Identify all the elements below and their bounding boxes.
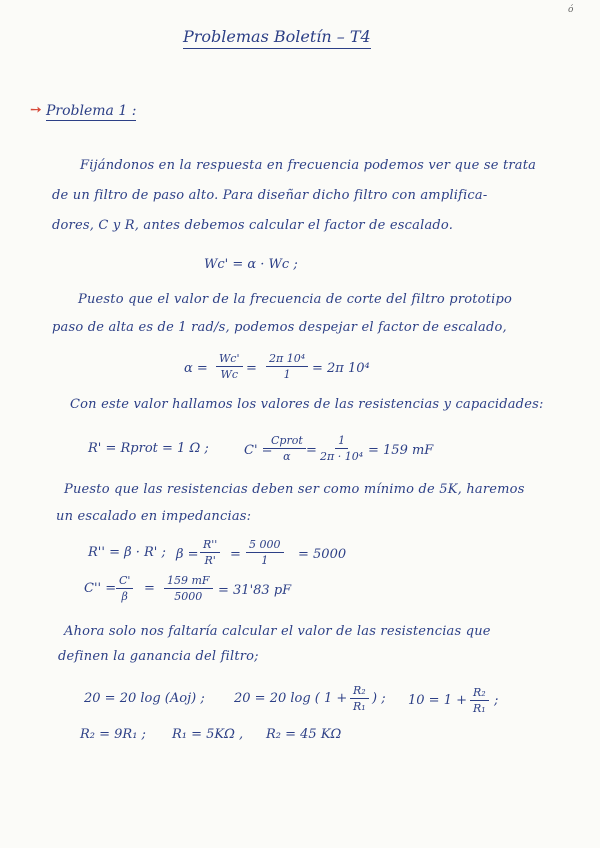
alpha-equals: = (246, 361, 257, 376)
c-double-prime-fraction-2-numerator: 159 mF (164, 574, 213, 589)
problem-heading: Problema 1 : (46, 103, 137, 119)
alpha-fraction-1-numerator: Wc' (216, 352, 243, 367)
paragraph-4-line-2: un escalado en impedancias: (56, 509, 252, 524)
alpha-lhs: α = (184, 361, 208, 376)
paragraph-1-line-3: dores, C y R, antes debemos calcular el factor de escalado. (52, 218, 454, 233)
gain-equation-2-lhs: 20 = 20 log ( 1 + (234, 691, 348, 706)
resistor-r2-value: R₂ = 45 KΩ (266, 727, 342, 742)
beta-fraction-2-denominator: 1 (261, 554, 269, 567)
beta-fraction-2 (246, 538, 284, 567)
paragraph-5-line-2: definen la ganancia del filtro; (58, 649, 259, 664)
resistor-ratio: R₂ = 9R₁ ; (80, 727, 146, 742)
paragraph-4-line-1: Puesto que las resistencias deben ser como mínimo de 5K, haremos (64, 482, 525, 497)
gain-equation-2-fraction (350, 684, 369, 713)
c-prime-fraction-1-denominator: α (283, 450, 291, 463)
paragraph-2-line-2: paso de alta es de 1 rad/s, podemos despejar el factor de escalado, (52, 320, 507, 335)
beta-fraction-1-denominator: R' (204, 554, 216, 567)
alpha-fraction-2-numerator: 2π 10⁴ (266, 352, 308, 367)
gain-equation-3-numerator: R₂ (470, 686, 489, 701)
c-prime-fraction-2 (320, 434, 363, 463)
c-double-prime-fraction-1-numerator: C' (116, 574, 133, 589)
gain-equation-2-numerator: R₂ (350, 684, 369, 699)
r-double-prime-equation: R'' = β · R' ; (88, 545, 166, 560)
r-prime-equation: R' = Rprot = 1 Ω ; (88, 441, 209, 456)
gain-equation-2-denominator: R₁ (353, 700, 366, 713)
c-double-prime-result: = 31'83 pF (218, 583, 292, 598)
scaling-equation: Wc' = α · Wc ; (204, 257, 298, 272)
c-double-prime-fraction-2-denominator: 5000 (174, 590, 203, 603)
c-double-prime-fraction-1 (116, 574, 133, 603)
gain-equation-3-denominator: R₁ (473, 702, 486, 715)
beta-lhs: β = (176, 547, 199, 562)
resistor-r1-value: R₁ = 5KΩ , (172, 727, 244, 742)
c-prime-equals: = (306, 443, 317, 458)
beta-fraction-1 (200, 538, 220, 567)
beta-fraction-2-numerator: 5 000 (246, 538, 284, 553)
paragraph-5-line-1: Ahora solo nos faltaría calcular el valor de las resistencias que (64, 624, 491, 639)
gain-equation-3-rhs: ; (494, 693, 499, 708)
alpha-result: = 2π 10⁴ (312, 361, 370, 376)
right-arrow-icon: ➙ (30, 102, 42, 118)
beta-result: = 5000 (298, 547, 347, 562)
c-double-prime-fraction-1-denominator: β (121, 590, 128, 603)
alpha-fraction-2 (266, 352, 308, 381)
gain-equation-2-rhs: ) ; (372, 691, 386, 706)
paragraph-1-line-2: de un filtro de paso alto. Para diseñar dicho filtro con amplifica- (52, 188, 488, 203)
gain-equation-3-fraction (470, 686, 489, 715)
alpha-fraction-1-denominator: Wc (220, 368, 238, 381)
c-double-prime-fraction-2 (164, 574, 213, 603)
beta-fraction-1-numerator: R'' (200, 538, 220, 553)
corner-mark: ó (568, 5, 574, 15)
paragraph-3: Con este valor hallamos los valores de las resistencias y capacidades: (70, 397, 544, 412)
gain-equation-3-lhs: 10 = 1 + (408, 693, 467, 708)
c-prime-fraction-1-numerator: Cprot (268, 434, 306, 449)
gain-equation-1: 20 = 20 log (Aoj) ; (84, 691, 205, 706)
c-prime-fraction-2-numerator: 1 (335, 434, 348, 449)
c-prime-fraction-2-denominator: 2π · 10⁴ (320, 450, 364, 463)
alpha-fraction-2-denominator: 1 (283, 368, 291, 381)
c-double-prime-equals: = (144, 581, 155, 596)
paragraph-2-line-1: Puesto que el valor de la frecuencia de corte del filtro prototipo (78, 292, 513, 307)
page-title: Problemas Boletín – T4 (183, 29, 371, 49)
c-prime-result: = 159 mF (368, 443, 434, 458)
c-prime-fraction-1 (268, 434, 306, 463)
paragraph-1-line-1: Fijándonos en la respuesta en frecuencia podemos ver que se trata (80, 158, 537, 173)
c-double-prime-lhs: C'' = (84, 581, 117, 596)
beta-equals: = (230, 547, 241, 562)
c-prime-lhs: C' = (244, 443, 273, 458)
alpha-fraction-1 (216, 352, 243, 381)
